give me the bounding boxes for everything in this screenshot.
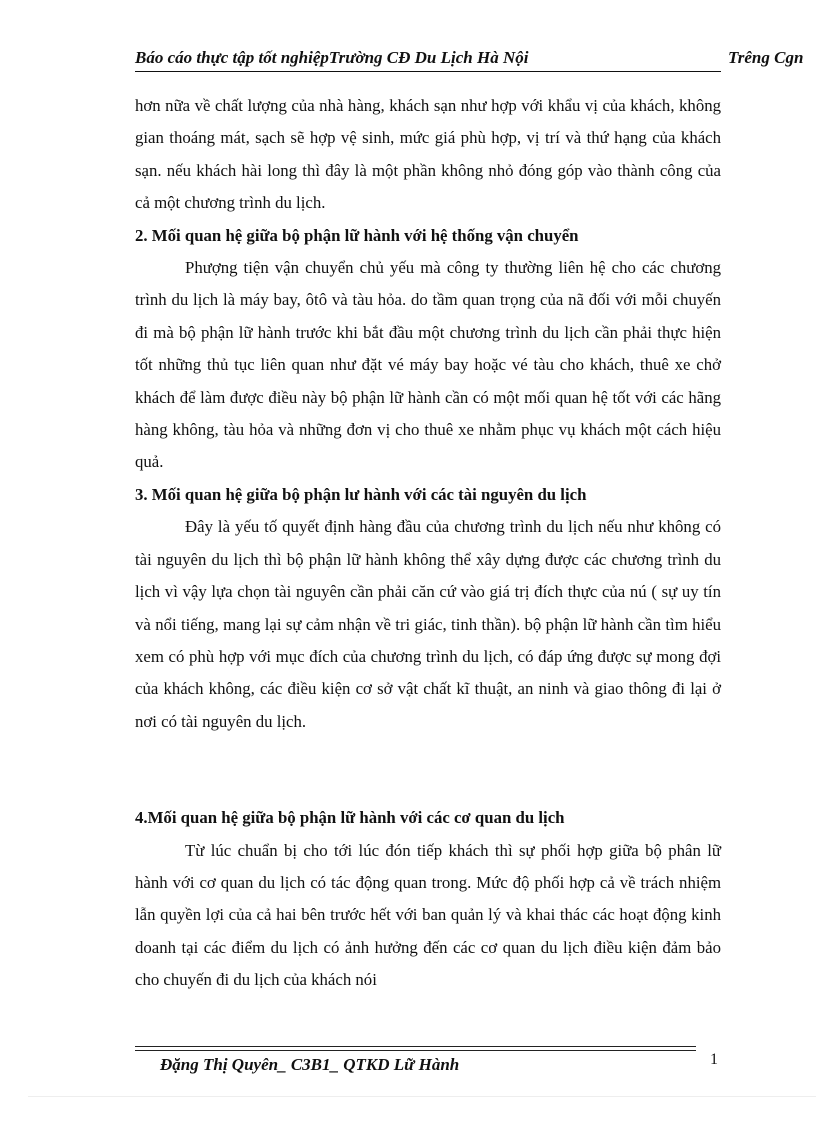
footer-author: Đặng Thị Quyên_ C3B1_ QTKD Lữ Hành [160, 1055, 460, 1074]
blank-space [135, 738, 721, 802]
page-number: 1 [710, 1051, 718, 1068]
paragraph-intro: hơn nữa về chất lượng của nhà hàng, khách sạn như hợp với khẩu vị của khách, không gian thoáng mát, sạch sẽ hợp vệ sinh, mức giá phù hợp, vị trí và thứ hạng của khách sạn. nếu khách hài long thì đây là một phần không nhỏ đóng góp vào thành công của cả một chương trình du lịch. [135, 96, 721, 213]
page-header [135, 48, 816, 74]
section-heading-3: 3. Mối quan hệ giữa bộ phận lư hành với các tài nguyên du lịch [135, 484, 587, 504]
paragraph-agencies: Từ lúc chuẩn bị cho tới lúc đón tiếp khách thì sự phối hợp giữa bộ phân lữ hành với cơ quan du lịch có tác động quan trong. Mức độ phối hợp cả về trách nhiệm lẫn quyền lợi của cả hai bên trước hết với ban quản lý và khai thác các hoạt động kinh doanh tại các điểm du lịch có ảnh hưởng đến các cơ quan du lịch điều kiện đảm bảo cho chuyến đi du lịch của khách nói [135, 840, 721, 990]
section-heading-2: 2. Mối quan hệ giữa bộ phận lữ hành với hệ thống vận chuyển [135, 225, 579, 245]
section-heading-4: 4.Mối quan hệ giữa bộ phận lữ hành với các cơ quan du lịch [135, 808, 565, 828]
header-right-text: Trêng Cgn [728, 48, 804, 67]
page-bottom-edge [28, 1096, 816, 1097]
paragraph-transport: Phượng tiện vận chuyển chủ yếu mà công ty thường liên hệ cho các chương trình du lịch là máy bay, ôtô và tàu hỏa. do tầm quan trọng của nã đối với mỗi chuyến đi mà bộ phận lữ hành trước khi bắt đầu một chương trình du lịch cần phải thực hiện tốt những thủ tục liên quan như đặt vé máy bay hoặc vé tàu cho khách, thuê xe chở khách để làm được điều này bộ phận lữ hành cần có một mối quan hệ tốt với các hãng hàng không, tàu hỏa và những đơn vị cho thuê xe nhằm phục vụ khách một cách hiệu quả. [135, 258, 721, 472]
document-body [135, 90, 721, 997]
header-title: Báo cáo thực tập tốt nghiệpTrường CĐ Du Lịch Hà Nội [135, 48, 529, 67]
footer-rule [135, 1046, 696, 1051]
paragraph-resources: Đây là yếu tố quyết định hàng đầu của chương trình du lịch nếu như không có tài nguyên du lịch thì bộ phận lữ hành không thể xây dựng được các chương trình du lịch vì vậy lựa chọn tài nguyên cần phải căn cứ vào giá trị đích thực của nú ( sự uy tín và nổi tiếng, mang lại sự cảm nhận về tri giác, tinh thần). bộ phận lữ hành cần tìm hiểu xem có phù hợp với mục đích của chương trình du lịch, có đáp ứng được sự mong đợi của khách không, các điều kiện cơ sở vật chất kĩ thuật, an ninh và giao thông đi lại ở nơi có tài nguyên du lịch. [135, 517, 721, 731]
header-rule [135, 71, 721, 72]
